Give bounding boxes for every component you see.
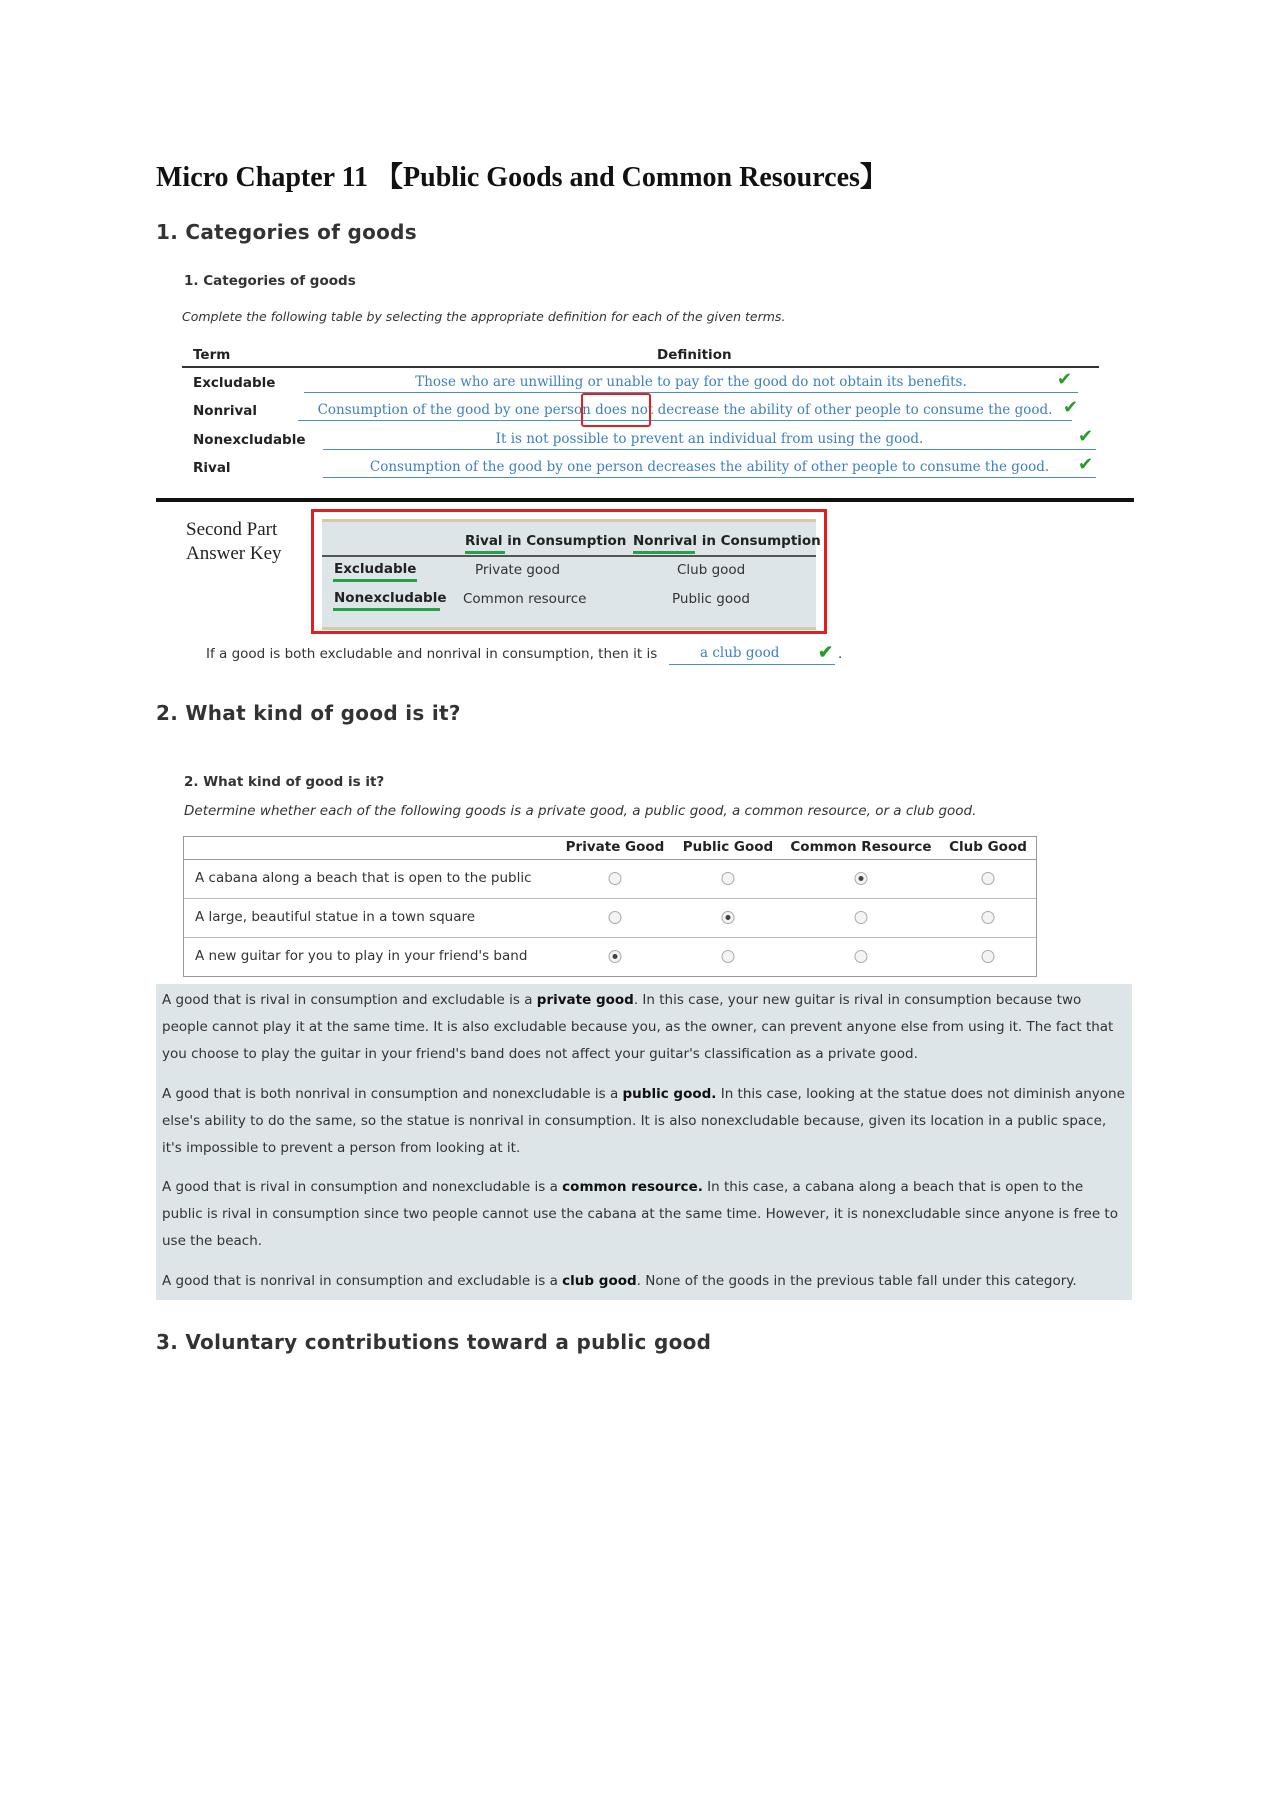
col-club-good: Club Good: [949, 839, 1027, 855]
answer-key-col-nonrival: Nonrival in Consumption: [633, 533, 821, 549]
explanation-panel: [156, 984, 1132, 1300]
underline-mark: [633, 551, 695, 554]
check-icon: ✔: [1078, 454, 1094, 475]
table-row: [184, 860, 1036, 899]
definition-dropdown-nonexcludable[interactable]: It is not possible to prevent an individual from using the good.: [323, 429, 1096, 450]
term-nonexcludable: Nonexcludable: [193, 432, 306, 448]
page-title: Micro Chapter 11 【Public Goods and Common Resources】: [156, 162, 888, 193]
col-term-header: Term: [193, 347, 231, 363]
answer-key-cell: Club good: [677, 562, 746, 578]
term-nonrival: Nonrival: [193, 403, 258, 419]
section-2-heading: 2. What kind of good is it?: [156, 701, 461, 725]
section-divider: [156, 498, 1134, 502]
radio-common-resource[interactable]: [855, 950, 868, 963]
explanation-common-resource: [162, 1174, 1127, 1255]
answer-key-table: [322, 519, 821, 630]
radio-club-good[interactable]: [982, 911, 995, 924]
table-header-rule: [182, 366, 1099, 368]
answer-key-cell: Public good: [672, 591, 750, 607]
explanation-term: club good: [562, 1273, 637, 1289]
explanation-text: In this case, a cabana along a beach that is open to the public is rival in consumption since two people cannot use the cabana at the same time. However, it is nonexcludable since anyone is free to use the beach.: [162, 1179, 1118, 1249]
explanation-text: A good that is rival in consumption and nonexcludable is a: [162, 1179, 563, 1195]
answer-key-row-excludable: Excludable: [334, 561, 417, 577]
col-private-good: Private Good: [565, 839, 665, 855]
definition-dropdown-nonrival[interactable]: Consumption of the good by one person does not decrease the ability of other people to consume the good.: [298, 400, 1072, 421]
answer-key-rule: [322, 555, 816, 557]
radio-private-good[interactable]: [609, 872, 622, 885]
explanation-term: private good: [536, 992, 634, 1008]
radio-private-good[interactable]: [609, 911, 622, 924]
row-label: A new guitar for you to play in your friend's band: [195, 948, 528, 964]
radio-common-resource[interactable]: [855, 911, 868, 924]
answer-key-label-line2: Answer Key: [186, 543, 282, 564]
row-label: A large, beautiful statue in a town square: [195, 909, 476, 925]
check-icon: ✔: [1078, 426, 1094, 447]
underline-mark: [333, 608, 440, 611]
term-excludable: Excludable: [193, 375, 276, 391]
explanation-term: public good.: [622, 1086, 717, 1102]
club-question-text: If a good is both excludable and nonrival in consumption, then it is: [206, 646, 658, 662]
radio-private-good[interactable]: [609, 950, 622, 963]
underline-mark: [465, 551, 505, 554]
radio-common-resource[interactable]: [855, 872, 868, 885]
explanation-text: A good that is rival in consumption and excludable is a: [162, 992, 537, 1008]
explanation-text: . None of the goods in the previous table fall under this category.: [636, 1273, 1077, 1289]
answer-key-row-nonexcludable: Nonexcludable: [334, 590, 447, 606]
radio-public-good[interactable]: [722, 911, 735, 924]
answer-key-cell: Private good: [475, 562, 561, 578]
table-row: [184, 899, 1036, 938]
explanation-text: In this case, looking at the statue does not diminish anyone else's ability to do the same, so the statue is nonrival in consumption. It is also nonexcludable because, given its location in a public space, it's impossible to prevent a person from looking at it.: [162, 1086, 1125, 1156]
table-header-row: [184, 837, 1036, 860]
section-3-heading: 3. Voluntary contributions toward a public good: [156, 1330, 712, 1354]
table-row: [184, 938, 1036, 976]
section-1-instructions: Complete the following table by selecting the appropriate definition for each of the given terms.: [182, 309, 786, 324]
explanation-private-good: [162, 987, 1127, 1068]
col-definition-header: Definition: [657, 347, 732, 363]
section-2-subheading: 2. What kind of good is it?: [184, 774, 385, 790]
section-1-subheading: 1. Categories of goods: [184, 273, 356, 289]
explanation-text: A good that is nonrival in consumption and excludable is a: [162, 1273, 563, 1289]
section-2-instructions: Determine whether each of the following goods is a private good, a public good, a common resource, or a club good.: [184, 803, 977, 819]
radio-club-good[interactable]: [982, 950, 995, 963]
definition-dropdown-excludable[interactable]: Those who are unwilling or unable to pay for the good do not obtain its benefits.: [304, 372, 1078, 393]
answer-key-cell: Common resource: [463, 591, 587, 607]
col-public-good: Public Good: [682, 839, 774, 855]
underline-mark: [333, 579, 417, 582]
answer-key-col-rival: Rival in Consumption: [465, 533, 627, 549]
explanation-public-good: [162, 1081, 1127, 1162]
term-rival: Rival: [193, 460, 231, 476]
check-icon: ✔: [1057, 369, 1073, 390]
section-1-heading: 1. Categories of goods: [156, 220, 418, 244]
col-common-resource: Common Resource: [790, 839, 932, 855]
definition-dropdown-rival[interactable]: Consumption of the good by one person decreases the ability of other people to consume the good.: [323, 457, 1096, 478]
explanation-term: common resource.: [562, 1179, 703, 1195]
explanation-text: A good that is both nonrival in consumption and nonexcludable is a: [162, 1086, 623, 1102]
highlight-box-does-not: [581, 393, 651, 427]
goods-classification-table: [183, 836, 1037, 977]
club-answer-dropdown[interactable]: [669, 642, 835, 665]
club-question-period: .: [838, 646, 843, 662]
answer-key-label: [186, 518, 282, 566]
club-answer-value: a club good: [700, 645, 780, 661]
check-icon: ✔: [818, 642, 834, 663]
answer-key-box: [311, 509, 827, 634]
check-icon: ✔: [1063, 397, 1079, 418]
radio-public-good[interactable]: [722, 872, 735, 885]
radio-club-good[interactable]: [982, 872, 995, 885]
explanation-text: . In this case, your new guitar is rival in consumption because two people cannot play it at the same time. It is also excludable because you, as the owner, can prevent anyone else from using it. The fact that you choose to play the guitar in your friend's band does not affect your guitar's classification as a private good.: [162, 992, 1114, 1062]
explanation-club-good: [162, 1268, 1127, 1295]
radio-public-good[interactable]: [722, 950, 735, 963]
row-label: A cabana along a beach that is open to the public: [195, 870, 532, 886]
answer-key-label-line1: Second Part: [186, 519, 278, 540]
